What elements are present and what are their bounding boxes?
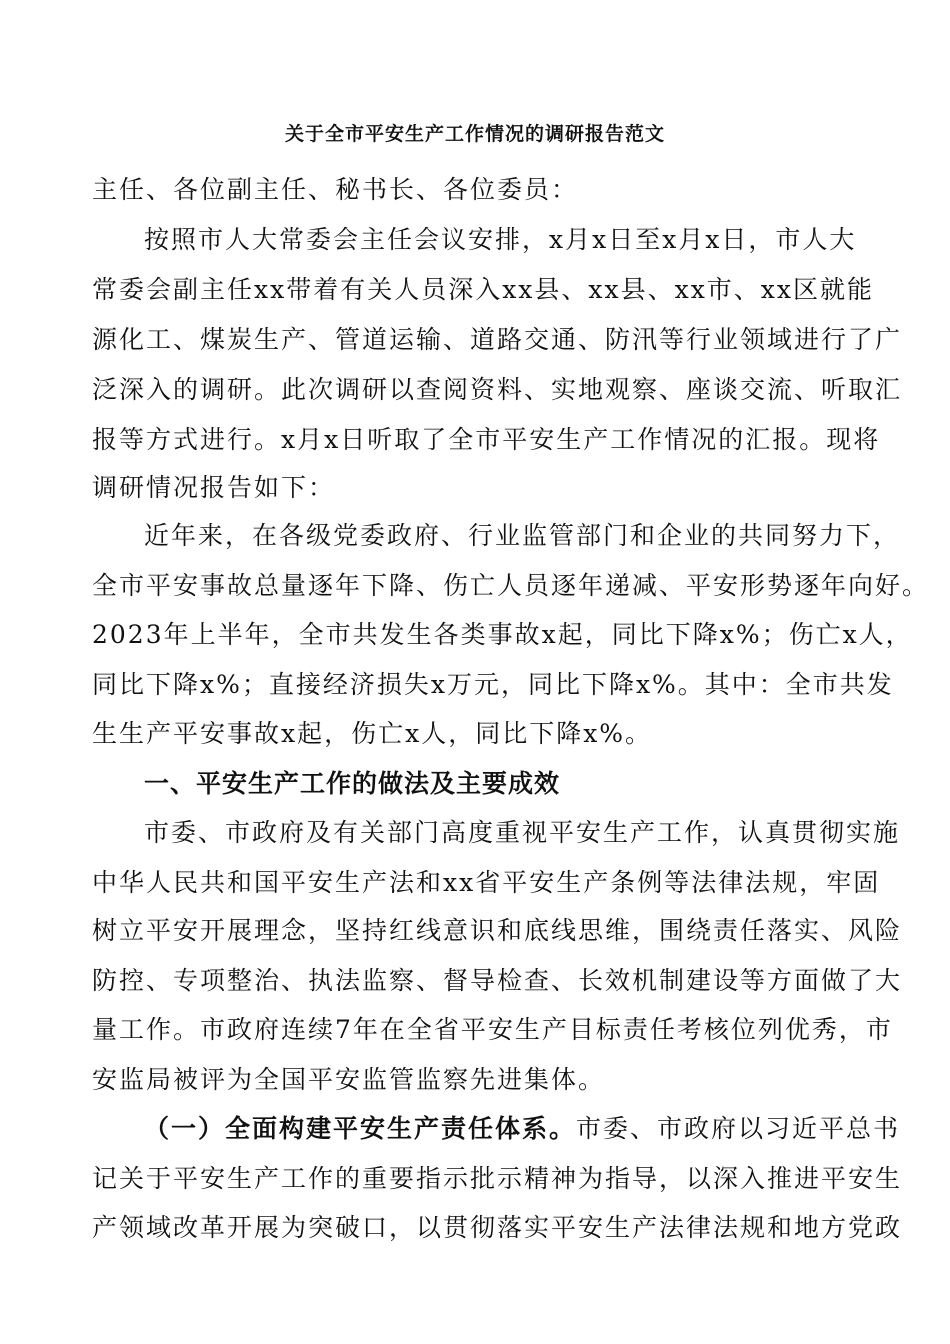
paragraph-3-line-4: 防控、专项整治、执法监察、督导检查、长效机制建设等方面做了大 <box>92 966 903 995</box>
paragraph-3-line-3: 树立平安开展理念，坚持红线意识和底线思维，围绕责任落实、风险 <box>92 916 903 945</box>
paragraph-2-line-5: 生生产平安事故x起，伤亡x人，同比下降x%。 <box>92 719 653 748</box>
paragraph-4-line-3: 产领域改革开展为突破口，以贯彻落实平安生产法律法规和地方党政 <box>92 1213 903 1242</box>
paragraph-3-line-2: 中华人民共和国平安生产法和xx省平安生产条例等法律法规，牢固 <box>92 868 881 897</box>
paragraph-4-line-1 <box>144 1111 900 1147</box>
paragraph-1-line-1: 按照市人大常委会主任会议安排，x月x日至x月x日，市人大 <box>144 225 857 254</box>
paragraph-1-line-6: 调研情况报告如下： <box>92 473 336 502</box>
document-title: 关于全市平安生产工作情况的调研报告范文 <box>284 123 665 145</box>
paragraph-3-line-1: 市委、市政府及有关部门高度重视平安生产工作，认真贯彻实施 <box>144 818 901 847</box>
paragraph-4-line-2: 记关于平安生产工作的重要指示批示精神为指导，以深入推进平安生 <box>92 1164 903 1193</box>
paragraph-2-line-3: 2023年上半年，全市共发生各类事故x起，同比下降x%；伤亡x人， <box>92 620 913 649</box>
paragraph-1-line-5: 报等方式进行。x月x日听取了全市平安生产工作情况的汇报。现将 <box>92 425 881 454</box>
paragraph-4-line-1-text: 市委、市政府以习近平总书 <box>576 1114 901 1143</box>
paragraph-2-line-1: 近年来，在各级党委政府、行业监管部门和企业的共同努力下， <box>144 521 901 550</box>
paragraph-2-line-4: 同比下降x%；直接经济损失x万元，同比下降x%。其中：全市共发 <box>92 670 894 699</box>
subsection-1-heading: （一）全面构建平安生产责任体系。 <box>144 1114 577 1143</box>
salutation: 主任、各位副主任、秘书长、各位委员： <box>92 175 579 204</box>
paragraph-1-line-4: 泛深入的调研。此次调研以查阅资料、实地观察、座谈交流、听取汇 <box>92 375 903 404</box>
section-1-heading: 一、平安生产工作的做法及主要成效 <box>144 769 561 798</box>
paragraph-3-line-5: 量工作。市政府连续7年在全省平安生产目标责任考核位列优秀，市 <box>92 1015 893 1044</box>
paragraph-2-line-2: 全市平安事故总量逐年下降、伤亡人员逐年递减、平安形势逐年向好。 <box>92 571 930 600</box>
paragraph-1-line-3: 源化工、煤炭生产、管道运输、道路交通、防汛等行业领域进行了广 <box>92 325 903 354</box>
paragraph-3-line-6: 安监局被评为全国平安监管监察先进集体。 <box>92 1065 606 1094</box>
paragraph-1-line-2: 常委会副主任xx带着有关人员深入xx县、xx县、xx市、xx区就能 <box>92 275 874 304</box>
